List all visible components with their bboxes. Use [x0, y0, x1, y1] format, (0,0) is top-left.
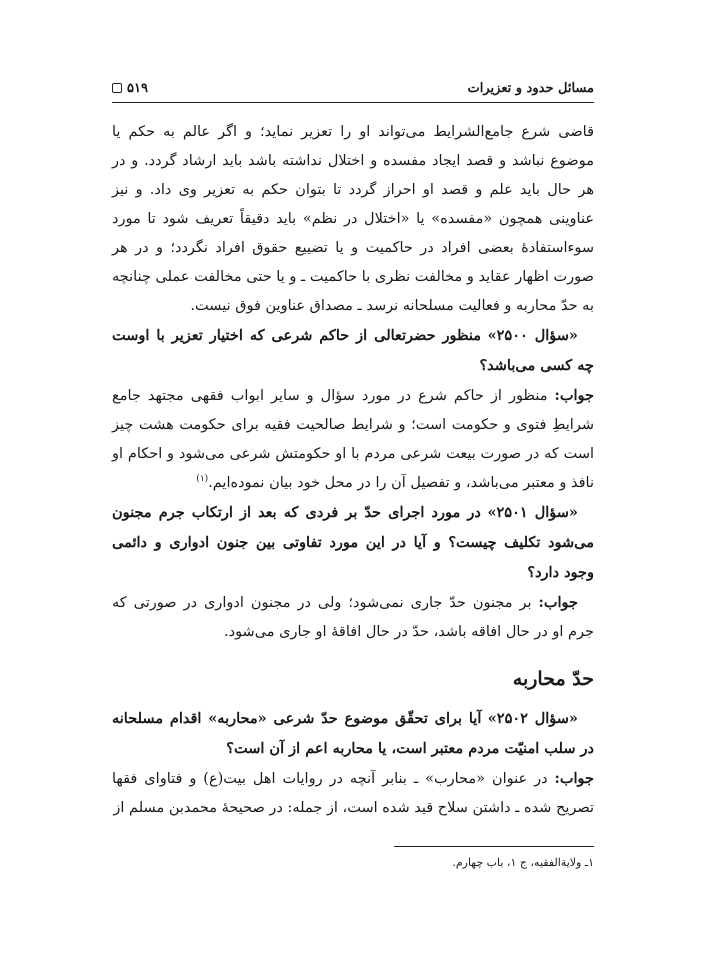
question-number: «سؤال ۲۵۰۰»	[487, 327, 578, 344]
paragraph-intro: قاضی شرع جامع‌الشرایط می‌تواند او را تعزیر نماید؛ و اگر عالم به حکم یا موضوع نباشد و قصد ایجاد مفسده و اختلال نداشته باشد باید ارشاد گردد. و در هر حال باید علم و قصد او احراز گردد تا بتوان حکم به تعزیر وی داد. و نیز عناوینی همچون «مفسده» یا «اختلال در نظم» باید دقیقاً تعریف شود تا مورد سوءاستفادهٔ بعضی افراد در حاکمیت و یا تضییع حقوق افراد نگردد؛ و در هر صورت اظهار عقاید و مخالفت نظری با حاکمیت ـ و یا حتی مخالفت عملی چنانچه به حدّ محاربه و فعالیت مسلحانه نرسد ـ مصداق عناوین فوق نیست.	[112, 124, 594, 314]
question-2502	[112, 704, 594, 764]
footnote-rule	[394, 846, 594, 847]
answer-2502	[112, 764, 594, 823]
question-2501	[112, 498, 594, 588]
answer-2500	[112, 381, 594, 498]
footnote: ۱ـ ولایة‌الفقیه، ج ۱، باب چهارم.	[452, 856, 594, 869]
square-icon	[112, 83, 122, 93]
answer-text: بر مجنون حدّ جاری نمی‌شود؛ ولی در مجنون ادواری در صورتی که جرم او در حال افاقه باشد، حدّ در حال افاقهٔ او جاری می‌شود.	[112, 595, 594, 640]
answer-label: جواب:	[554, 387, 595, 404]
answer-2501	[112, 588, 594, 647]
section-title: حدّ محاربه	[512, 668, 594, 690]
running-header	[112, 76, 594, 100]
page-number: ۵۱۹	[127, 80, 148, 96]
question-text: در مورد اجرای حدّ بر فردی که بعد از ارتکاب جرم مجنون می‌شود تکلیف چیست؟ و آیا در این مورد تفاوتی بین جنون ادواری و دائمی وجود دارد؟	[112, 504, 594, 581]
running-title: مسائل حدود و تعزیرات	[467, 80, 594, 96]
header-rule	[112, 102, 594, 103]
question-text: آیا برای تحقّق موضوع حدّ شرعی «محاربه» اقدام مسلحانه در سلب امنیّت مردم معتبر است، یا محاربه اعم از آن است؟	[112, 710, 594, 757]
question-text: منظور حضرتعالی از حاکم شرعی که اختیار تعزیر با اوست چه کسی می‌باشد؟	[112, 327, 594, 374]
answer-label: جواب:	[554, 770, 595, 787]
question-number: «سؤال ۲۵۰۱»	[487, 504, 578, 521]
question-2500	[112, 321, 594, 381]
footnote-marker: (۱)	[196, 474, 209, 485]
answer-label: جواب:	[538, 594, 578, 611]
question-number: «سؤال ۲۵۰۲»	[487, 710, 578, 727]
answer-text: در عنوان «محارب» ـ بنابر آنچه در روایات اهل بیت(ع) و فتاوای فقها تصریح شده ـ داشتن سلاح قید شده است، از جمله: در صحیحهٔ محمدبن مسلم از	[112, 771, 594, 816]
answer-text: منظور از حاکم شرع در مورد سؤال و سایر ابواب فقهی مجتهد جامع شرایطِ فتوی و حکومت است؛ و شرایط صالحیت فقیه برای حکومت هشت چیز است که در صورت بیعت شرعی مردم با او حکومتش شرعی می‌شود و احکام او نافذ و معتبر می‌باشد، و تفصیل آن را در محل خود بیان نموده‌ایم.	[112, 388, 594, 491]
main-text	[112, 118, 594, 823]
page-number-block	[112, 81, 148, 96]
